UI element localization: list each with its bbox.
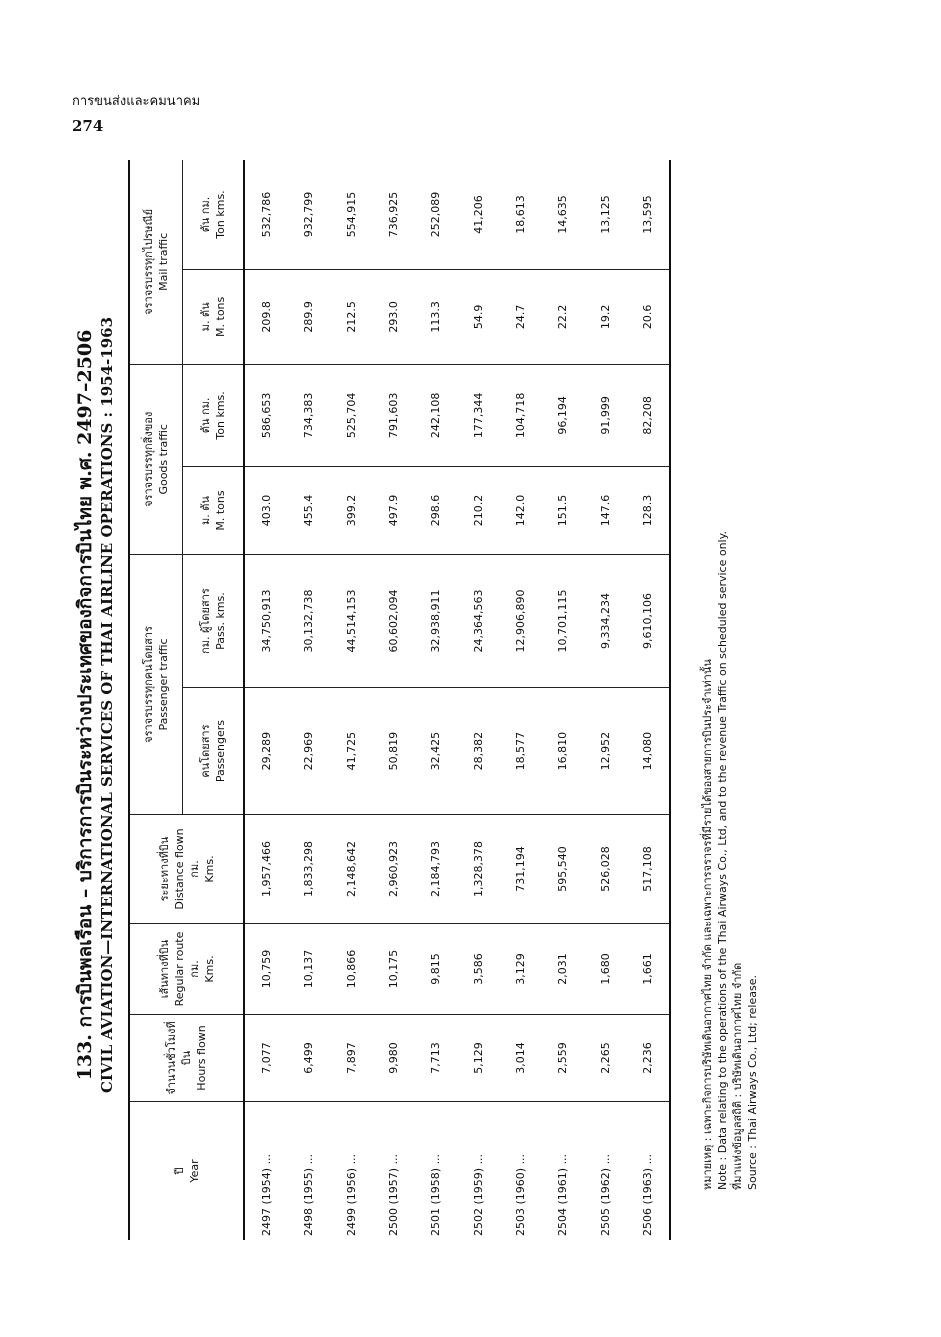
cell-pass-kms: 44,514,153 — [330, 554, 372, 687]
cell-goods-ton-kms: 586,653 — [244, 364, 288, 466]
cell-year: 2501 (1958) ... — [429, 1153, 443, 1236]
cell-goods-tons: 403.0 — [244, 467, 288, 555]
cell-pass-kms: 9,610,106 — [626, 554, 670, 687]
cell-mail-ton-kms: 14,635 — [542, 160, 584, 270]
cell-year: 2498 (1955) ... — [302, 1153, 316, 1236]
cell-passengers: 29,289 — [244, 688, 288, 815]
cell-passengers: 18,577 — [499, 688, 541, 815]
cell-distance: 517,108 — [626, 815, 670, 924]
cell-pass-kms: 34,750,913 — [244, 554, 288, 687]
cell-distance: 1,328,378 — [457, 815, 499, 924]
header-passenger-traffic: จราจรบรรทุกคนโดยสาร Passenger traffic — [129, 554, 183, 814]
cell-mail-ton-kms: 554,915 — [330, 160, 372, 270]
cell-mail-tons: 19.2 — [584, 270, 626, 365]
cell-hours: 2,559 — [542, 1015, 584, 1102]
cell-mail-tons: 289.9 — [288, 270, 330, 365]
cell-distance: 1,833,298 — [288, 815, 330, 924]
cell-route: 1,661 — [626, 924, 670, 1015]
cell-mail-ton-kms: 532,786 — [244, 160, 288, 270]
cell-pass-kms: 32,938,911 — [415, 554, 457, 687]
cell-route: 10,175 — [372, 924, 414, 1015]
cell-goods-ton-kms: 91,999 — [584, 364, 626, 466]
cell-goods-tons: 151.5 — [542, 467, 584, 555]
cell-mail-ton-kms: 41,206 — [457, 160, 499, 270]
cell-mail-ton-kms: 252,089 — [415, 160, 457, 270]
cell-goods-ton-kms: 525,704 — [330, 364, 372, 466]
table-notes — [700, 190, 760, 1190]
table-row — [626, 160, 670, 1240]
table-row — [542, 160, 584, 1240]
cell-passengers: 14,080 — [626, 688, 670, 815]
cell-year: 2506 (1963) ... — [626, 1102, 670, 1241]
table-row — [499, 160, 541, 1240]
cell-passengers: 41,725 — [330, 688, 372, 815]
cell-year: 2497 (1954) ... — [259, 1153, 273, 1236]
cell-passengers: 22,969 — [288, 688, 330, 815]
header-pass-kms: กม. ผู้โดยสาร Pass. kms. — [183, 554, 245, 687]
cell-distance: 2,184,793 — [415, 815, 457, 924]
cell-pass-kms: 24,364,563 — [457, 554, 499, 687]
table-row — [415, 160, 457, 1240]
cell-hours: 7,077 — [244, 1015, 288, 1102]
cell-goods-tons: 298.6 — [415, 467, 457, 555]
header-goods-tons: ม. ตัน M. tons — [183, 467, 245, 555]
cell-goods-tons: 497.9 — [372, 467, 414, 555]
cell-hours: 2,265 — [584, 1015, 626, 1102]
cell-passengers: 12,952 — [584, 688, 626, 815]
cell-route: 1,680 — [584, 924, 626, 1015]
cell-passengers: 16,810 — [542, 688, 584, 815]
cell-pass-kms: 9,334,234 — [584, 554, 626, 687]
cell-route: 10,759 — [244, 924, 288, 1015]
page-number: 274 — [72, 117, 104, 135]
header-year: ปี Year — [129, 1102, 244, 1241]
cell-pass-kms: 12,906,890 — [499, 554, 541, 687]
cell-year: 2499 (1956) ... — [344, 1153, 358, 1236]
cell-goods-tons: 147.6 — [584, 467, 626, 555]
cell-mail-ton-kms: 18,613 — [499, 160, 541, 270]
cell-goods-ton-kms: 734,383 — [288, 364, 330, 466]
cell-goods-ton-kms: 791,603 — [372, 364, 414, 466]
cell-mail-tons: 113.3 — [415, 270, 457, 365]
cell-mail-tons: 209.8 — [244, 270, 288, 365]
cell-mail-tons: 24.7 — [499, 270, 541, 365]
header-distance-flown: ระยะทางที่บิน Distance flown กม. Kms. — [129, 815, 244, 924]
cell-route: 9,815 — [415, 924, 457, 1015]
cell-route: 10,137 — [288, 924, 330, 1015]
cell-year: 2503 (1960) ... — [513, 1153, 527, 1236]
header-goods-traffic: จราจรบรรทุกสิ่งของ Goods traffic — [129, 364, 183, 554]
cell-goods-tons: 128.3 — [626, 467, 670, 555]
cell-route: 3,129 — [499, 924, 541, 1015]
cell-mail-ton-kms: 13,125 — [584, 160, 626, 270]
cell-year: 2505 (1962) ... — [598, 1153, 612, 1236]
cell-goods-ton-kms: 177,344 — [457, 364, 499, 466]
cell-goods-ton-kms: 242,108 — [415, 364, 457, 466]
cell-pass-kms: 10,701,115 — [542, 554, 584, 687]
source-thai: ที่มาแห่งข้อมูลสถิติ : บริษัทเดินอากาศไทย จำกัด — [731, 962, 744, 1190]
cell-hours: 7,713 — [415, 1015, 457, 1102]
source-english: Source : Thai Airways Co., Ltd; release. — [746, 975, 759, 1190]
header-passengers: คนโดยสาร Passengers — [183, 688, 245, 815]
cell-year: 2500 (1957) ... — [386, 1153, 400, 1236]
aviation-statistics-table — [128, 160, 671, 1240]
cell-route: 2,031 — [542, 924, 584, 1015]
table-row — [330, 160, 372, 1240]
table-row — [457, 160, 499, 1240]
table-title-english: CIVIL AVIATION—INTERNATIONAL SERVICES OF THAI AIRLINE OPERATIONS : 1954-1963 — [98, 316, 116, 1094]
cell-distance: 2,148,642 — [330, 815, 372, 924]
table-row — [584, 160, 626, 1240]
cell-goods-ton-kms: 96,194 — [542, 364, 584, 466]
cell-mail-tons: 293.0 — [372, 270, 414, 365]
running-head: การขนส่งและคมนาคม — [72, 94, 201, 109]
cell-goods-ton-kms: 104,718 — [499, 364, 541, 466]
header-mail-traffic: จราจรบรรทุกไปรษณีย์ Mail traffic — [129, 160, 183, 364]
cell-pass-kms: 30,132,738 — [288, 554, 330, 687]
cell-distance: 595,540 — [542, 815, 584, 924]
table-row — [372, 160, 414, 1240]
note-english: Note : Data relating to the operations of the Thai Airways Co., Ltd, and to the revenue Traffic on scheduled service only. — [716, 530, 729, 1190]
cell-mail-ton-kms: 13,595 — [626, 160, 670, 270]
table-body — [244, 160, 670, 1240]
cell-distance: 1,957,466 — [244, 815, 288, 924]
cell-route: 10,866 — [330, 924, 372, 1015]
cell-goods-tons: 399.2 — [330, 467, 372, 555]
cell-hours: 6,499 — [288, 1015, 330, 1102]
table-title-thai: 133. การบินพลเรือน – บริการการบินระหว่างประเทศของกิจการบินไทย พ.ศ. 2497–2506 — [74, 329, 96, 1081]
cell-mail-tons: 22.2 — [542, 270, 584, 365]
cell-passengers: 50,819 — [372, 688, 414, 815]
cell-mail-tons: 54.9 — [457, 270, 499, 365]
table-row — [288, 160, 330, 1240]
cell-hours: 7,897 — [330, 1015, 372, 1102]
cell-distance: 2,960,923 — [372, 815, 414, 924]
cell-route: 3,586 — [457, 924, 499, 1015]
cell-goods-tons: 142.0 — [499, 467, 541, 555]
rotated-table-page — [60, 160, 850, 1250]
cell-passengers: 28,382 — [457, 688, 499, 815]
cell-hours: 5,129 — [457, 1015, 499, 1102]
cell-distance: 731,194 — [499, 815, 541, 924]
header-hours-flown: จำนวนชั่วโมงที่บิน Hours flown — [129, 1015, 244, 1102]
cell-hours: 9,980 — [372, 1015, 414, 1102]
header-mail-tons: ม. ตัน M. tons — [183, 270, 245, 365]
cell-distance: 526,028 — [584, 815, 626, 924]
cell-pass-kms: 60,602,094 — [372, 554, 414, 687]
header-regular-route: เส้นทางที่บิน Regular route กม. Kms. — [129, 924, 244, 1015]
header-mail-ton-kms: ตัน กม. Ton kms. — [183, 160, 245, 270]
note-thai: หมายเหตุ : เฉพาะกิจการบริษัทเดินอากาศไทย จำกัด และเฉพาะการจราจรที่มีรายได้ของสายการบินประจำเท่านั้น — [701, 659, 714, 1190]
cell-goods-ton-kms: 82,208 — [626, 364, 670, 466]
cell-goods-tons: 455.4 — [288, 467, 330, 555]
cell-passengers: 32,425 — [415, 688, 457, 815]
table-row — [244, 160, 288, 1240]
cell-mail-tons: 212.5 — [330, 270, 372, 365]
cell-goods-tons: 210.2 — [457, 467, 499, 555]
cell-mail-tons: 20.6 — [626, 270, 670, 365]
cell-hours: 2,236 — [626, 1015, 670, 1102]
cell-year: 2504 (1961) ... — [556, 1153, 570, 1236]
cell-year: 2502 (1959) ... — [471, 1153, 485, 1236]
cell-mail-ton-kms: 736,925 — [372, 160, 414, 270]
cell-mail-ton-kms: 932,799 — [288, 160, 330, 270]
cell-hours: 3,014 — [499, 1015, 541, 1102]
header-goods-ton-kms: ตัน กม. Ton kms. — [183, 364, 245, 466]
